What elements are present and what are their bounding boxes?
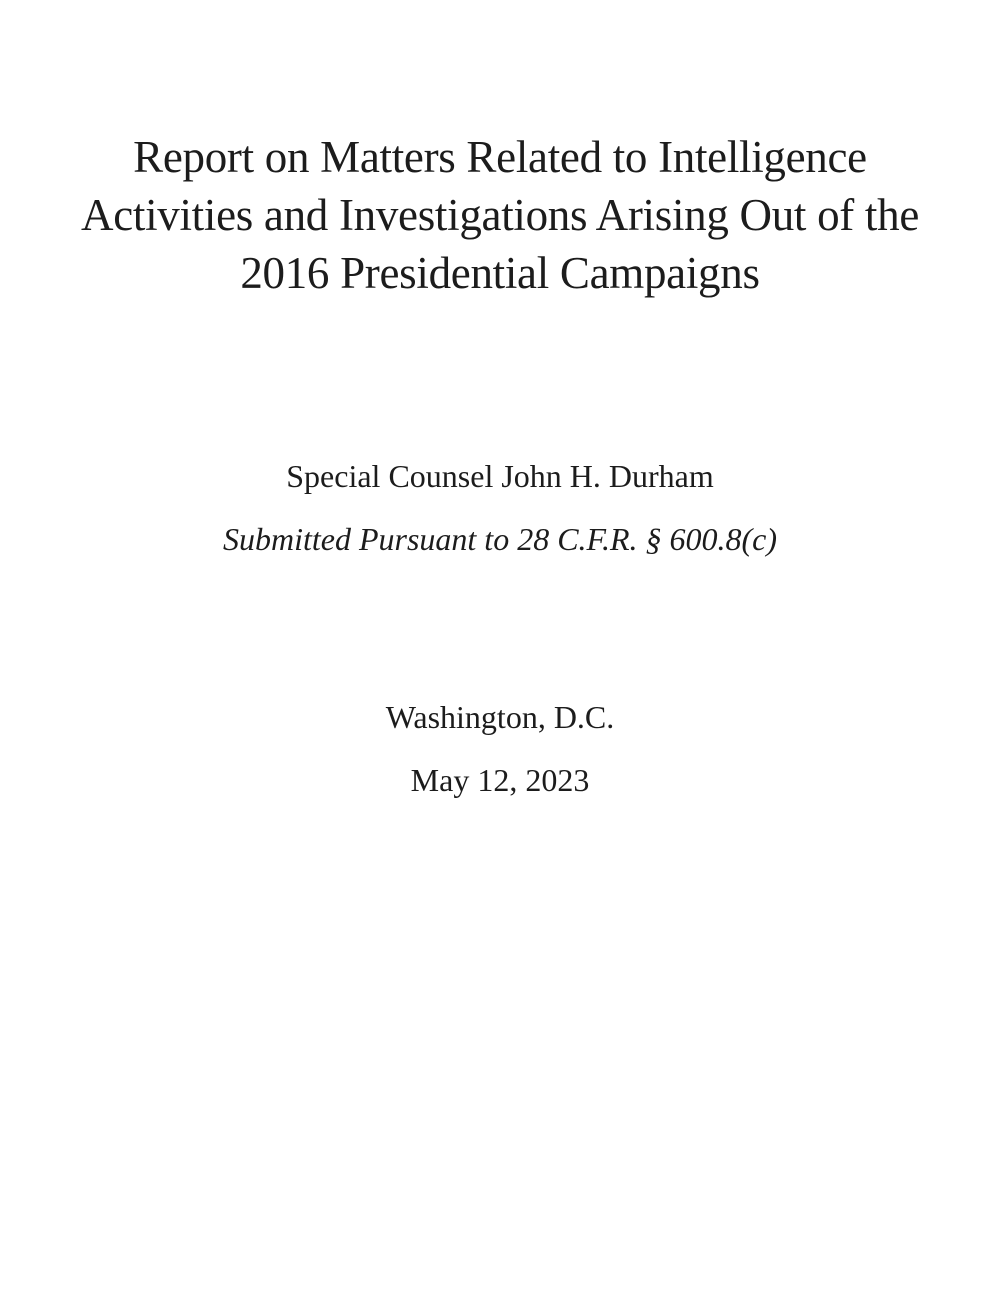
author-name: Special Counsel John H. Durham [286,458,714,494]
place-date-section [0,697,1000,800]
title-line-1: Report on Matters Related to Intelligence [133,132,867,182]
title-line-2: Activities and Investigations Arising Out of the [81,190,919,240]
title-line-3: 2016 Presidential Campaigns [240,248,760,298]
submission-citation: Submitted Pursuant to 28 C.F.R. § 600.8(c) [222,521,778,557]
report-title [0,128,1000,302]
date-text: May 12, 2023 [410,762,590,798]
place-text: Washington, D.C. [385,699,615,735]
author-section [0,456,1000,559]
